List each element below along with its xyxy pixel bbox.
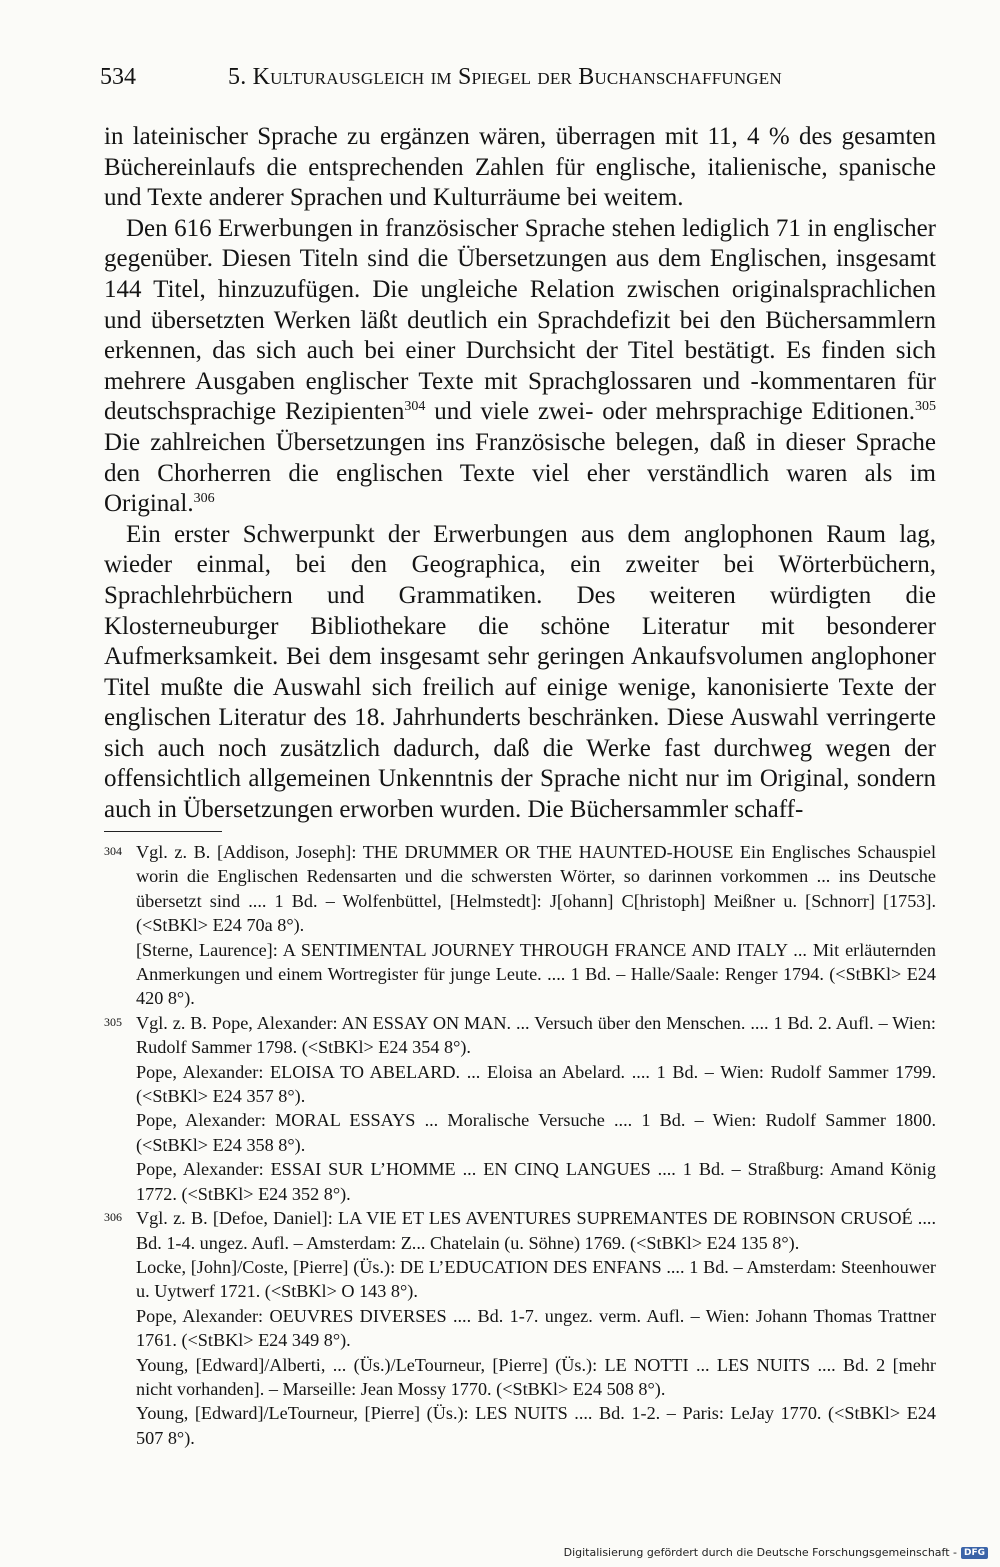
footnote-entry: Vgl. z. B. [Defoe, Daniel]: LA VIE ET LES AVENTURES SUPREMANTES DE ROBINSON CRUSOÉ .... Bd. 1-4. ungez. Aufl. – Amsterdam: Z... Chatelain (u. Söhne) 1769. (<StBKl> E24 135 8°). xyxy=(136,1208,936,1253)
footnote-306 xyxy=(104,1206,936,1450)
page-header xyxy=(100,62,940,92)
footnote-separator xyxy=(104,831,222,832)
paragraph-2-part-3: Die zahlreichen Übersetzungen ins Französische belegen, daß in dieser Sprache den Chorherren die englischen Texte viel eher verständlich waren als im Original. xyxy=(104,428,936,518)
page-number: 534 xyxy=(100,64,136,90)
main-text xyxy=(104,122,936,826)
footnote-entry: [Sterne, Laurence]: A SENTIMENTAL JOURNEY THROUGH FRANCE AND ITALY ... Mit erläuternden Anmerkungen und einem Wortregister für junge Leute. .... 1 Bd. – Halle/Saale: Renger 1794. (<StBKl> E24 420 8°). xyxy=(136,939,936,1009)
footnote-entry: Pope, Alexander: ESSAI SUR L’HOMME ... EN CINQ LANGUES .... 1 Bd. – Straßburg: Amand König 1772. (<StBKl> E24 352 8°). xyxy=(136,1159,936,1204)
credit-text: Digitalisierung gefördert durch die Deutsche Forschungsgemeinschaft - xyxy=(563,1546,957,1559)
running-title: 5. Kulturausgleich im Spiegel der Buchanschaffungen xyxy=(228,64,782,90)
footnote-number: 304 xyxy=(104,844,122,858)
footnote-ref-304[interactable]: 304 xyxy=(404,399,426,415)
footnote-entry: Young, [Edward]/Alberti, ... (Üs.)/LeTourneur, [Pierre] (Üs.): LE NOTTI ... LES NUITS .... Bd. 2 [mehr nicht vorhanden]. – Marseille: Jean Mossy 1770. (<StBKl> E24 508 8°). xyxy=(136,1354,936,1399)
footnote-305 xyxy=(104,1011,936,1206)
digitization-credit xyxy=(564,1546,988,1559)
footnote-entry: Locke, [John]/Coste, [Pierre] (Üs.): DE L’EDUCATION DES ENFANS .... 1 Bd. – Amsterdam: Steenhouwer u. Uytwerf 1721. (<StBKl> O 143 8°). xyxy=(136,1256,936,1302)
footnote-304 xyxy=(104,840,936,1011)
footnotes xyxy=(104,840,936,1450)
footnote-number: 306 xyxy=(104,1210,122,1225)
footnote-ref-306[interactable]: 306 xyxy=(193,491,215,507)
footnote-ref-305[interactable]: 305 xyxy=(915,399,936,415)
footnote-entry: Young, [Edward]/LeTourneur, [Pierre] (Üs.): LES NUITS .... Bd. 1-2. – Paris: LeJay 1770. (<StBKl> E24 507 8°). xyxy=(136,1403,936,1448)
footnote-entry: Vgl. z. B. [Addison, Joseph]: THE DRUMMER OR THE HAUNTED-HOUSE Ein Englisches Schauspiel worin die Englischen Redensarten und die schwersten Wörter, so darinnen vorkommen ... ins Deutsche übersetzt sind .... 1 Bd. – Wolfenbüttel, [Helmstedt]: J[ohann] C[hristoph] Meißner u. [Schnorr] [1753]. (<StBKl> E24 70a 8°). xyxy=(136,842,936,936)
paragraph-2-part-1: Den 616 Erwerbungen in französischer Sprache stehen lediglich 71 in englischer gegenüber. Diesen Titeln sind die Übersetzungen aus dem Englischen, insgesamt 144 Titel, hinzuzufügen. Die ungleiche Relation zwischen originalsprachlichen und übersetzten Werken läßt deutlich ein Sprachdefizit bei den Büchersammlern erkennen, das sich auch bei einer Durchsicht der Titel bestätigt. Es finden sich mehrere Ausgaben englischer Texte mit Sprachglossaren und -kommentaren für deutschsprachige Rezipienten xyxy=(104,214,936,426)
paragraph-3: Ein erster Schwerpunkt der Erwerbungen aus dem anglophonen Raum lag, wieder einmal, bei den Geographica, ein zweiter bei Wörterbüchern, Sprachlehrbüchern und Grammatiken. Des weiteren würdigten die Klosterneuburger Bibliothekare die schöne Literatur mit besonderer Aufmerksamkeit. Bei dem insgesamt sehr geringen Ankaufsvolumen anglophoner Titel mußte die Auswahl sich freilich auf einige wenige, kanonisierte Texte der englischen Literatur des 18. Jahrhunderts beschränken. Diese Auswahl verringerte sich auch noch zusätzlich dadurch, daß die Werke fast durchweg wegen der offensichtlich allgemeinen Unkenntnis der Sprache nicht nur im Original, sondern auch in Übersetzungen erworben wurden. Die Büchersammler schaff- xyxy=(104,520,936,824)
footnote-entry: Pope, Alexander: MORAL ESSAYS ... Moralische Versuche .... 1 Bd. – Wien: Rudolf Sammer 1800. (<StBKl> E24 358 8°). xyxy=(136,1110,936,1155)
paragraph-2-part-2: und viele zwei- oder mehrsprachige Editionen. xyxy=(425,398,915,426)
footnote-entry: Pope, Alexander: ELOISA TO ABELARD. ... Eloisa an Abelard. .... 1 Bd. – Wien: Rudolf Sammer 1799. (<StBKl> E24 357 8°). xyxy=(136,1061,936,1107)
footnote-entry: Pope, Alexander: OEUVRES DIVERSES .... Bd. 1-7. ungez. verm. Aufl. – Wien: Johann Thomas Trattner 1761. (<StBKl> E24 349 8°). xyxy=(136,1305,936,1351)
paragraph-1: in lateinischer Sprache zu ergänzen wären, überragen mit 11, 4 % des gesamten Büchereinlaufs die entsprechenden Zahlen für englische, italienische, spanische und Texte anderer Sprachen und Kulturräume bei weitem. xyxy=(104,123,936,212)
paragraph-2 xyxy=(104,214,936,520)
footnote-number: 305 xyxy=(104,1014,122,1029)
dfg-logo-icon: DFG xyxy=(961,1547,988,1559)
footnote-entry: Vgl. z. B. Pope, Alexander: AN ESSAY ON MAN. ... Versuch über den Menschen. .... 1 Bd. 2. Aufl. – Wien: Rudolf Sammer 1798. (<StBKl> E24 354 8°). xyxy=(136,1012,936,1058)
